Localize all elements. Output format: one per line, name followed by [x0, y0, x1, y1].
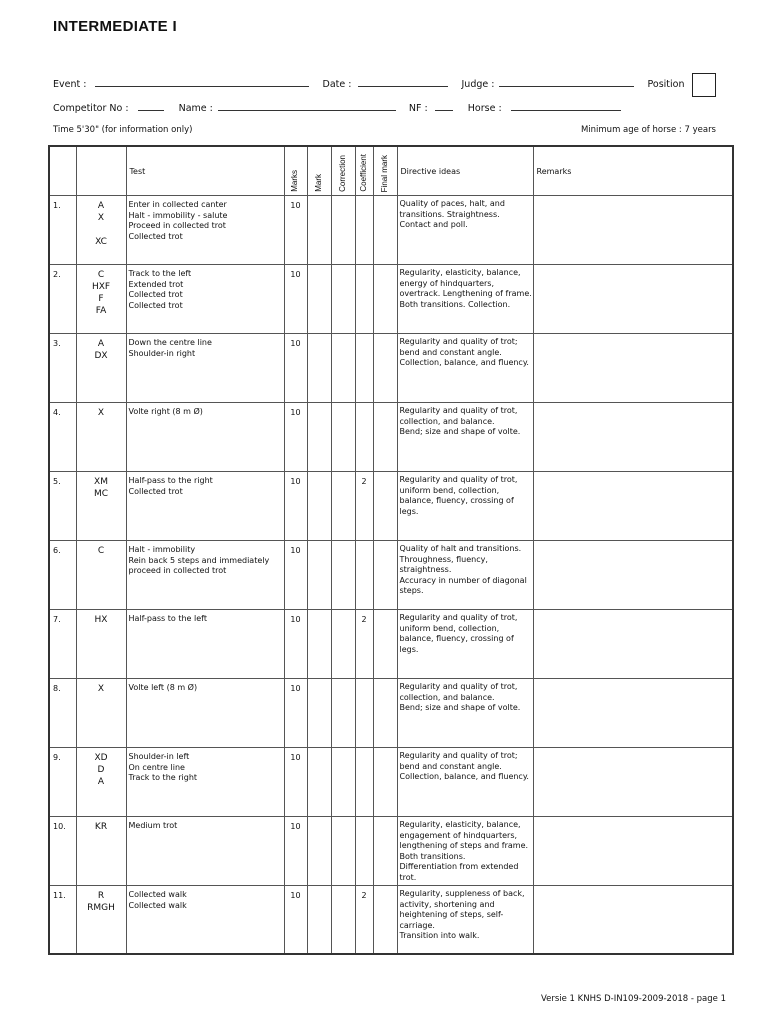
min-age-note: Minimum age of horse : 7 years	[580, 125, 716, 135]
movement-number: 10.	[49, 817, 76, 886]
marks-value: 10	[284, 886, 307, 954]
table-row	[49, 679, 733, 748]
movement-test	[126, 334, 284, 403]
mark-entry[interactable]	[307, 541, 331, 610]
correction-entry[interactable]	[331, 817, 355, 886]
test-line: Down the centre line	[128, 338, 212, 347]
final-mark-entry[interactable]	[373, 265, 397, 334]
mark-entry[interactable]	[307, 403, 331, 472]
marks-value: 10	[284, 472, 307, 541]
movement-test	[126, 472, 284, 541]
test-line: Collected trot	[128, 290, 183, 300]
test-line: Volte left (8 m Ø)	[128, 683, 198, 692]
letter-line: MC	[93, 489, 109, 499]
movement-letters	[76, 196, 126, 265]
movement-number: 6.	[49, 541, 76, 610]
mark-entry[interactable]	[307, 748, 331, 817]
correction-entry[interactable]	[331, 334, 355, 403]
test-line: Shoulder-in left	[128, 752, 190, 761]
table-row	[49, 196, 733, 265]
header-final-mark: Final mark	[373, 146, 397, 196]
movement-test	[126, 403, 284, 472]
test-line: On centre line	[128, 762, 185, 772]
position-label: Position	[647, 79, 685, 90]
nf-label: NF :	[408, 103, 428, 114]
position-box[interactable]	[692, 73, 716, 97]
final-mark-entry[interactable]	[373, 748, 397, 817]
table-row	[49, 334, 733, 403]
directive-ideas: Regularity and quality of trot, uniform bend, collection, balance, fluency, crossing of legs.	[397, 610, 533, 679]
mark-entry[interactable]	[307, 472, 331, 541]
movement-number: 11.	[49, 886, 76, 954]
mark-entry[interactable]	[307, 886, 331, 954]
movement-letters	[76, 610, 126, 679]
correction-entry[interactable]	[331, 472, 355, 541]
header-mark: Mark	[307, 146, 331, 196]
movement-number: 8.	[49, 679, 76, 748]
movement-number: 2.	[49, 265, 76, 334]
competitor-label: Competitor No :	[53, 103, 129, 114]
score-table	[48, 145, 734, 955]
event-label: Event :	[53, 79, 87, 90]
test-line: Collected trot	[128, 300, 183, 310]
final-mark-entry[interactable]	[373, 472, 397, 541]
table-row	[49, 886, 733, 954]
test-line: Volte right (8 m Ø)	[128, 407, 203, 416]
marks-value: 10	[284, 541, 307, 610]
marks-value: 10	[284, 403, 307, 472]
final-mark-entry[interactable]	[373, 679, 397, 748]
event-row	[53, 77, 685, 90]
letter-line: FA	[95, 306, 107, 316]
letter-line: KR	[94, 822, 108, 832]
header-directive-ideas: Directive ideas	[397, 146, 533, 196]
remarks-entry[interactable]	[533, 610, 733, 679]
movement-number: 9.	[49, 748, 76, 817]
horse-field[interactable]	[511, 101, 621, 111]
correction-entry[interactable]	[331, 886, 355, 954]
coefficient-value	[355, 541, 373, 610]
letter-line: R	[97, 891, 105, 901]
letter-line: XD	[94, 753, 108, 763]
remarks-entry[interactable]	[533, 334, 733, 403]
letter-line: HXF	[91, 282, 111, 292]
test-line: Halt - immobility	[128, 545, 196, 554]
letter-line	[77, 224, 126, 236]
test-line: Half-pass to the right	[128, 476, 213, 485]
page-footer: Versie 1 KNHS D-IN109-2009-2018 - page 1	[540, 994, 726, 1004]
competitor-row	[53, 101, 621, 114]
marks-value: 10	[284, 196, 307, 265]
letter-line: DX	[94, 351, 108, 361]
directive-ideas: Regularity and quality of trot, collection, and balance. Bend; size and shape of volte.	[397, 679, 533, 748]
horse-label: Horse :	[467, 103, 502, 114]
table-row	[49, 748, 733, 817]
letter-line: X	[97, 213, 105, 223]
directive-ideas: Regularity, suppleness of back, activity, shortening and heightening of steps, self-carriage. Transition into walk.	[397, 886, 533, 954]
movement-test	[126, 817, 284, 886]
header-coefficient: Coefficient	[355, 146, 373, 196]
final-mark-entry[interactable]	[373, 541, 397, 610]
correction-entry[interactable]	[331, 403, 355, 472]
name-label: Name :	[178, 103, 213, 114]
table-row	[49, 817, 733, 886]
final-mark-entry[interactable]	[373, 610, 397, 679]
directive-ideas: Regularity and quality of trot, uniform bend, collection, balance, fluency, crossing of legs.	[397, 472, 533, 541]
final-mark-entry[interactable]	[373, 886, 397, 954]
coefficient-value: 2	[355, 886, 373, 954]
movement-test	[126, 196, 284, 265]
coefficient-value	[355, 265, 373, 334]
movement-test	[126, 265, 284, 334]
test-line: Shoulder-in right	[128, 348, 196, 358]
test-line: Track to the right	[128, 773, 198, 783]
movement-number: 5.	[49, 472, 76, 541]
table-row	[49, 610, 733, 679]
movement-letters	[76, 541, 126, 610]
header-correction: Correction	[331, 146, 355, 196]
movement-letters	[76, 748, 126, 817]
header-num	[49, 146, 76, 196]
header-letters	[76, 146, 126, 196]
movement-number: 4.	[49, 403, 76, 472]
test-line: Halt - immobility - salute	[128, 210, 228, 220]
correction-entry[interactable]	[331, 541, 355, 610]
movement-number: 1.	[49, 196, 76, 265]
movement-test	[126, 541, 284, 610]
correction-entry[interactable]	[331, 748, 355, 817]
correction-entry[interactable]	[331, 196, 355, 265]
remarks-entry[interactable]	[533, 748, 733, 817]
final-mark-entry[interactable]	[373, 817, 397, 886]
final-mark-entry[interactable]	[373, 334, 397, 403]
final-mark-entry[interactable]	[373, 196, 397, 265]
judge-field[interactable]	[499, 77, 634, 87]
mark-entry[interactable]	[307, 334, 331, 403]
test-line: Medium trot	[128, 821, 178, 830]
letter-line: C	[97, 270, 105, 280]
test-line: Collected walk	[128, 900, 187, 910]
test-line: Half-pass to the left	[128, 614, 207, 623]
mark-entry[interactable]	[307, 817, 331, 886]
letter-line: A	[97, 201, 105, 211]
directive-ideas: Regularity and quality of trot; bend and constant angle. Collection, balance, and fluency.	[397, 748, 533, 817]
header-remarks: Remarks	[533, 146, 733, 196]
test-line: Enter in collected canter	[128, 200, 227, 209]
table-row	[49, 472, 733, 541]
header-test: Test	[126, 146, 284, 196]
coefficient-value	[355, 679, 373, 748]
movement-letters	[76, 817, 126, 886]
coefficient-value	[355, 748, 373, 817]
remarks-entry[interactable]	[533, 265, 733, 334]
movement-number: 3.	[49, 334, 76, 403]
coefficient-value: 2	[355, 610, 373, 679]
coefficient-value	[355, 403, 373, 472]
letter-line: A	[97, 777, 105, 787]
remarks-entry[interactable]	[533, 196, 733, 265]
marks-value: 10	[284, 610, 307, 679]
directive-ideas: Regularity and quality of trot; bend and constant angle. Collection, balance, and fluency.	[397, 334, 533, 403]
coefficient-value: 2	[355, 472, 373, 541]
date-label: Date :	[322, 79, 352, 90]
event-field[interactable]	[95, 77, 309, 87]
marks-value: 10	[284, 817, 307, 886]
movement-letters	[76, 472, 126, 541]
letter-line: XM	[94, 477, 108, 487]
final-mark-entry[interactable]	[373, 403, 397, 472]
mark-entry[interactable]	[307, 265, 331, 334]
movement-test	[126, 610, 284, 679]
name-field[interactable]	[218, 101, 396, 111]
directive-ideas: Regularity and quality of trot, collection, and balance. Bend; size and shape of volte.	[397, 403, 533, 472]
test-line: Rein back 5 steps and immediately proceed in collected trot	[128, 555, 270, 576]
letter-line: C	[97, 546, 105, 556]
mark-entry[interactable]	[307, 679, 331, 748]
marks-value: 10	[284, 265, 307, 334]
remarks-entry[interactable]	[533, 403, 733, 472]
judge-label: Judge :	[461, 79, 495, 90]
movement-test	[126, 679, 284, 748]
correction-entry[interactable]	[331, 679, 355, 748]
mark-entry[interactable]	[307, 196, 331, 265]
letter-line: D	[97, 765, 105, 775]
remarks-entry[interactable]	[533, 817, 733, 886]
coefficient-value	[355, 196, 373, 265]
correction-entry[interactable]	[331, 265, 355, 334]
coefficient-value	[355, 334, 373, 403]
movement-test	[126, 748, 284, 817]
movement-letters	[76, 334, 126, 403]
nf-field[interactable]	[435, 101, 453, 111]
page-title: INTERMEDIATE I	[53, 18, 177, 35]
time-note: Time 5'30" (for information only)	[53, 125, 193, 135]
test-line: Collected walk	[128, 890, 187, 899]
test-line: Collected trot	[128, 231, 183, 241]
directive-ideas: Regularity, elasticity, balance, energy of hindquarters, overtrack. Lengthening of frame. Both transitions. Collection.	[397, 265, 533, 334]
test-line: Track to the left	[128, 269, 192, 278]
table-header-row	[49, 146, 733, 196]
movement-letters	[76, 679, 126, 748]
letter-line: X	[97, 684, 105, 694]
table-row	[49, 265, 733, 334]
letter-line: F	[98, 294, 104, 304]
table-row	[49, 541, 733, 610]
remarks-entry[interactable]	[533, 679, 733, 748]
movement-number: 7.	[49, 610, 76, 679]
date-field[interactable]	[358, 77, 448, 87]
coefficient-value	[355, 817, 373, 886]
letter-line: XC	[95, 237, 107, 247]
directive-ideas: Quality of halt and transitions. Throughness, fluency, straightness. Accuracy in number of diagonal steps.	[397, 541, 533, 610]
directive-ideas: Quality of paces, halt, and transitions. Straightness. Contact and poll.	[397, 196, 533, 265]
movement-letters	[76, 403, 126, 472]
mark-entry[interactable]	[307, 610, 331, 679]
marks-value: 10	[284, 679, 307, 748]
test-line: Collected trot	[128, 486, 183, 496]
directive-ideas: Regularity, elasticity, balance, engagement of hindquarters, lengthening of steps and frame. Both transitions. Differentiation from extended trot.	[397, 817, 533, 886]
marks-value: 10	[284, 748, 307, 817]
competitor-field[interactable]	[138, 101, 164, 111]
table-row	[49, 403, 733, 472]
movement-letters	[76, 886, 126, 954]
letter-line: HX	[94, 615, 108, 625]
remarks-entry[interactable]	[533, 541, 733, 610]
header-marks: Marks	[284, 146, 307, 196]
correction-entry[interactable]	[331, 610, 355, 679]
movement-letters	[76, 265, 126, 334]
remarks-entry[interactable]	[533, 886, 733, 954]
test-line: Extended trot	[128, 279, 184, 289]
remarks-entry[interactable]	[533, 472, 733, 541]
letter-line: A	[97, 339, 105, 349]
marks-value: 10	[284, 334, 307, 403]
test-line: Proceed in collected trot	[128, 221, 226, 231]
letter-line: X	[97, 408, 105, 418]
letter-line: RMGH	[87, 903, 115, 913]
movement-test	[126, 886, 284, 954]
